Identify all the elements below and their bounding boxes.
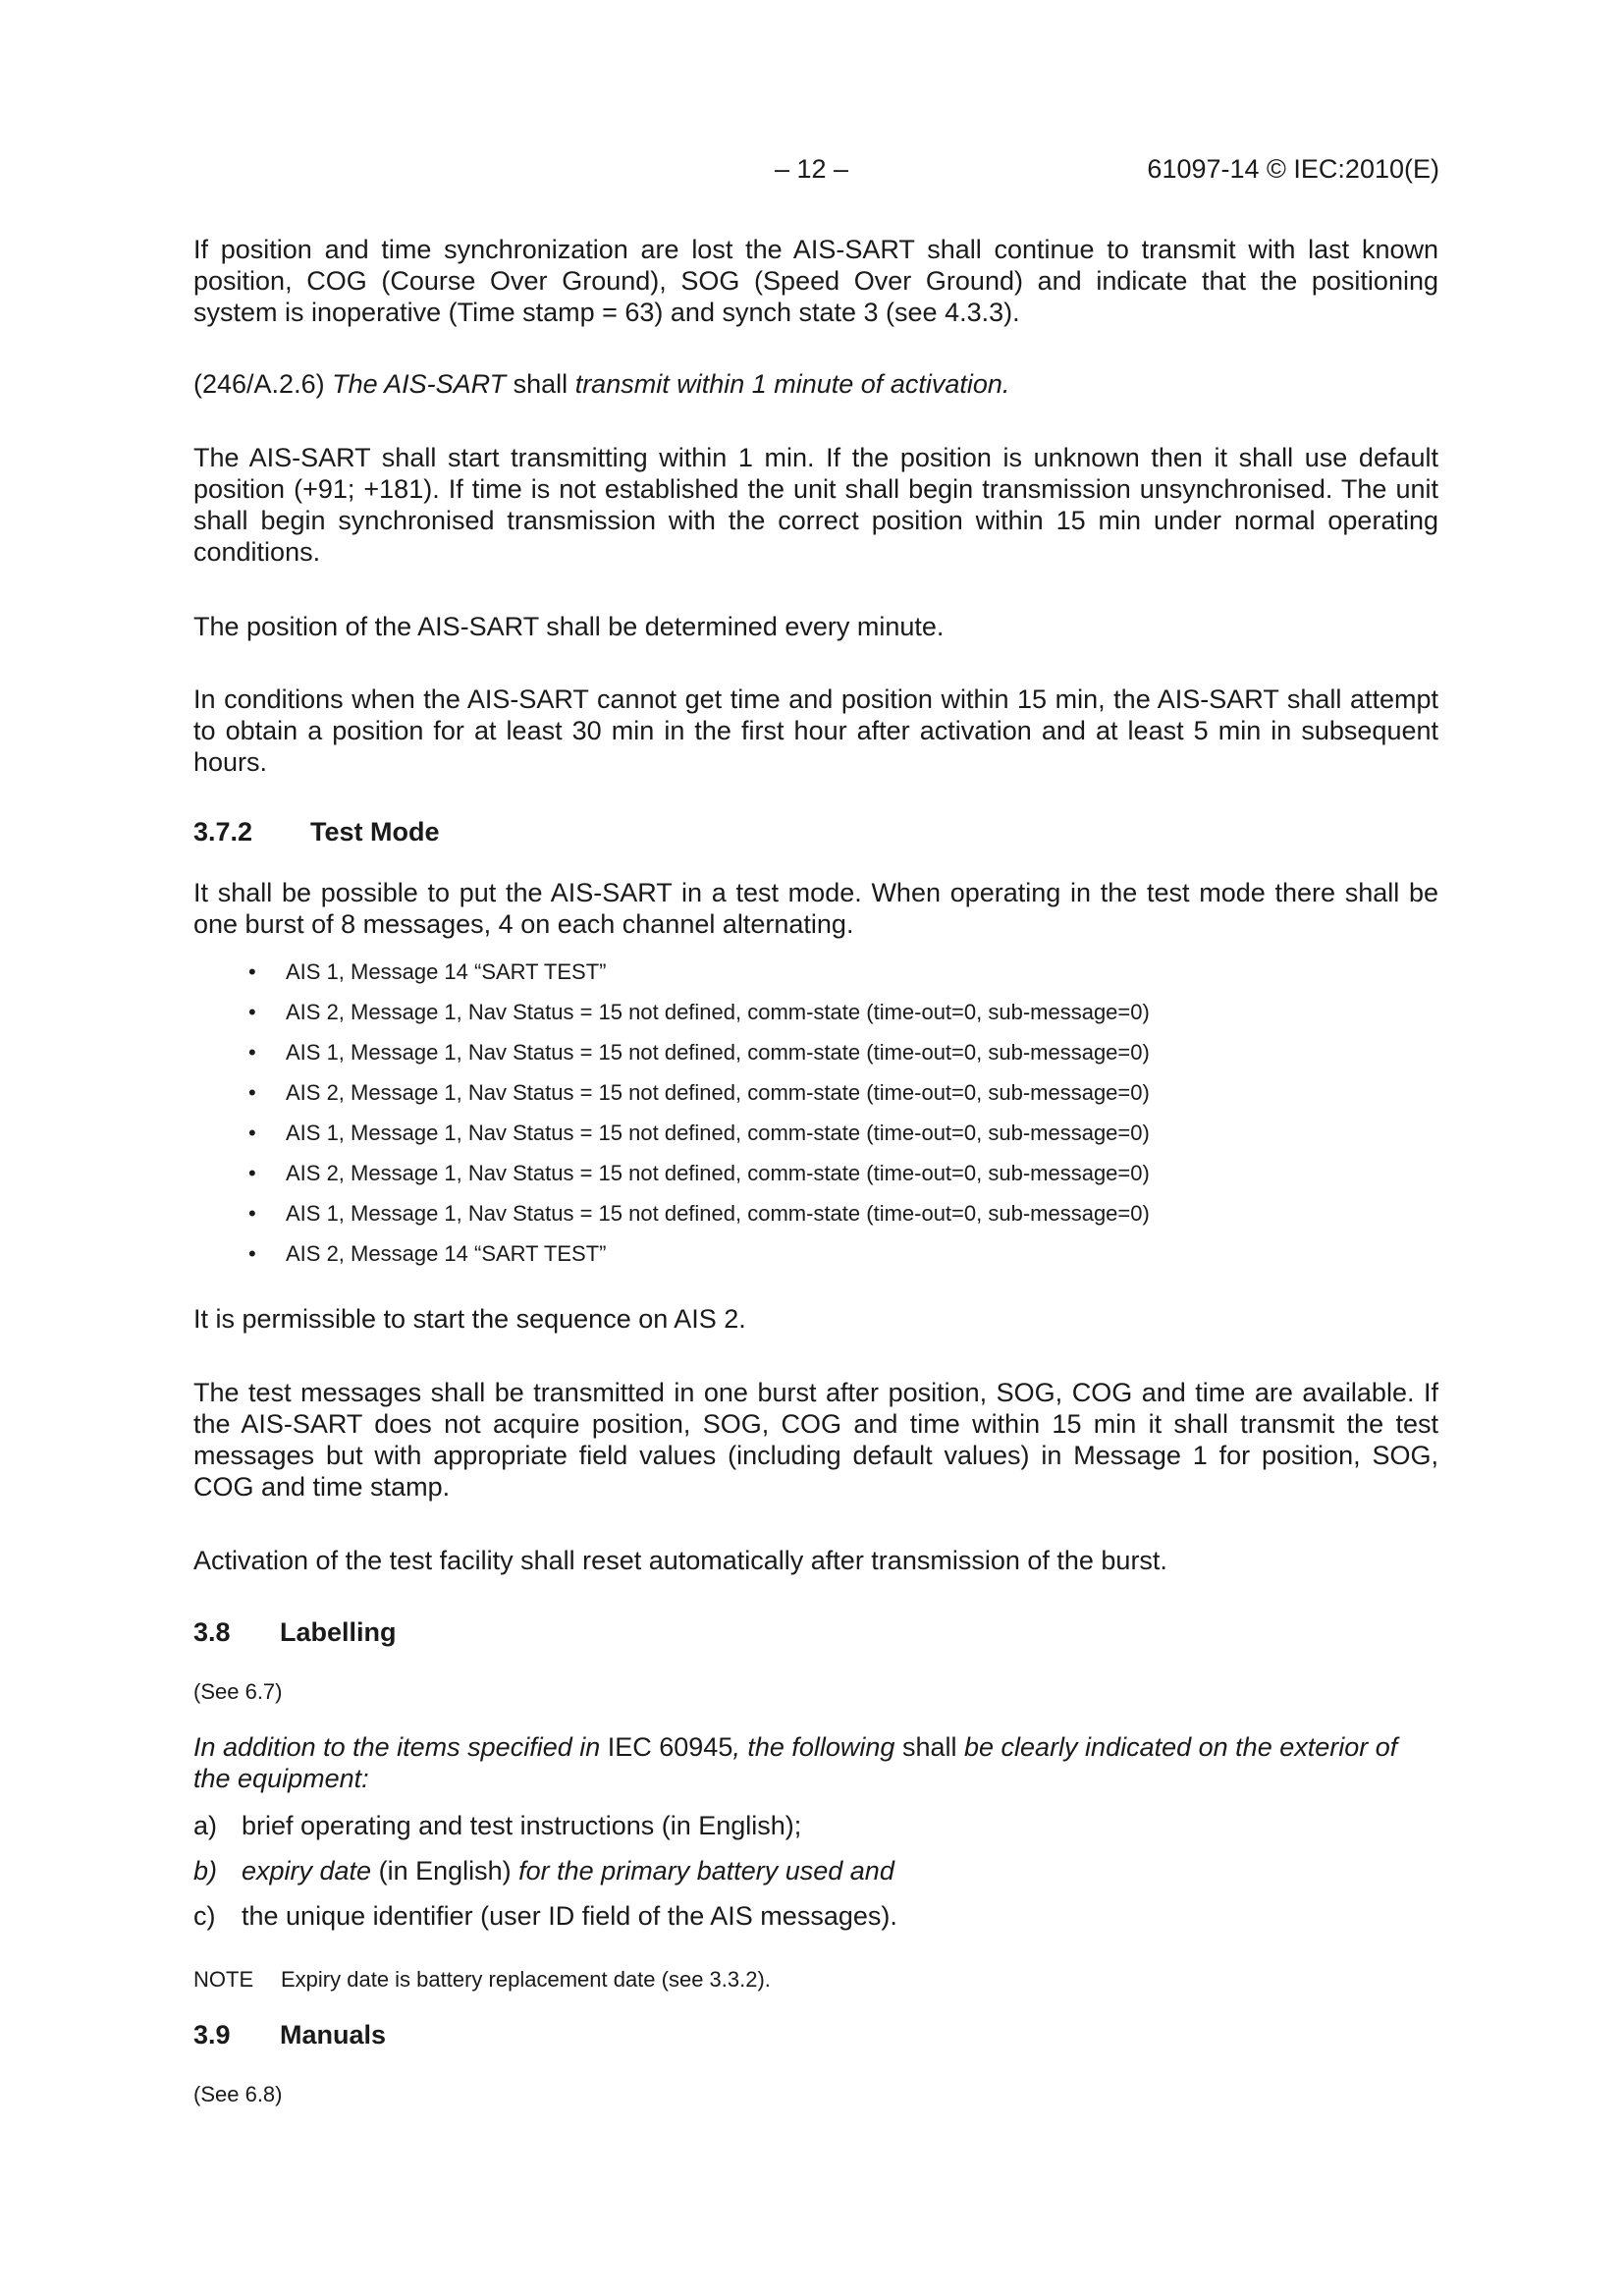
- section-heading-3-8: [193, 1617, 397, 1648]
- bullet-icon: •: [248, 959, 256, 984]
- list-item-text: AIS 1, Message 1, Nav Status = 15 not defined, comm-state (time-out=0, sub-message=0): [286, 1121, 1150, 1145]
- list-marker: b): [193, 1856, 218, 1886]
- see-reference: (See 6.8): [193, 2082, 283, 2106]
- section-title: Manuals: [280, 2020, 387, 2050]
- test-message-list: [193, 958, 1438, 1281]
- note-text: Expiry date is battery replacement date (see 3.3.2).: [281, 1967, 771, 1992]
- list-item-a: [193, 1810, 1438, 1855]
- bullet-icon: •: [248, 1201, 256, 1226]
- list-italic-1: expiry date: [242, 1856, 372, 1886]
- requirement-italic-2: transmit within 1 minute of activation.: [574, 369, 1010, 399]
- list-item-c: [193, 1900, 1438, 1945]
- note-label: NOTE: [193, 1967, 254, 1992]
- list-item: [193, 958, 1438, 999]
- paragraph-activation-reset: Activation of the test facility shall reset automatically after transmission of the burst.: [193, 1546, 1167, 1575]
- labelling-italic-1: In addition to the items specified in: [193, 1732, 601, 1762]
- paragraph-position-determined: The position of the AIS-SART shall be determined every minute.: [193, 612, 945, 641]
- paragraph-test-mode: It shall be possible to put the AIS-SART in a test mode. When operating in the test mode there shall be one burst of 8 messages, 4 on each channel alternating.: [193, 878, 1438, 939]
- paragraph-sync-lost: If position and time synchronization are lost the AIS-SART shall continue to transmit with last known position, COG (Course Over Ground), SOG (Speed Over Ground) and indicate that the positioning system is inoperative (Time stamp = 63) and synch state 3 (see 4.3.3).: [193, 235, 1438, 327]
- bullet-icon: •: [248, 1241, 256, 1266]
- list-item: [193, 1039, 1438, 1079]
- requirement-text-1: shall: [506, 369, 575, 399]
- paragraph-labelling: [193, 1731, 1438, 1794]
- section-title: Test Mode: [310, 817, 440, 847]
- labelling-italic-2: , the following: [732, 1732, 895, 1762]
- document-reference: 61097-14 © IEC:2010(E): [1147, 154, 1439, 184]
- paragraph-test-messages: The test messages shall be transmitted in one burst after position, SOG, COG and time are available. If the AIS-SART does not acquire position, SOG, COG and time within 15 min it shall transmit the test messages but with appropriate field values (including default values) in Message 1 for position, SOG, COG and time stamp.: [193, 1378, 1438, 1502]
- requirement-ref: (246/A.2.6): [193, 369, 333, 399]
- paragraph-conditions: In conditions when the AIS-SART cannot get time and position within 15 min, the AIS-SART shall attempt to obtain a position for at least 30 min in the first hour after activation and at least 5 min in subsequent hours.: [193, 684, 1438, 777]
- note: [193, 1967, 771, 1993]
- labelling-text-1: IEC 60945: [600, 1732, 733, 1762]
- bullet-icon: •: [248, 1000, 256, 1024]
- list-item-text: AIS 1, Message 14 “SART TEST”: [286, 959, 607, 984]
- section-title: Labelling: [280, 1617, 397, 1647]
- list-item: [193, 1120, 1438, 1160]
- list-text: the unique identifier (user ID field of the AIS messages).: [242, 1901, 897, 1931]
- labelling-list: [193, 1810, 1438, 1945]
- paragraph-start-transmitting: The AIS-SART shall start transmitting within 1 min. If the position is unknown then it shall use default position (+91; +181). If time is not established the unit shall begin transmission unsynchronised. The unit shall begin synchronised transmission with the correct position within 15 min under normal operating conditions.: [193, 443, 1438, 567]
- list-item: [193, 1200, 1438, 1240]
- section-number: 3.8: [193, 1617, 231, 1647]
- section-number: 3.7.2: [193, 817, 253, 847]
- list-item-b: [193, 1855, 1438, 1900]
- list-item: [193, 1079, 1438, 1120]
- list-item: [193, 1240, 1438, 1281]
- list-text: (in English): [371, 1856, 519, 1886]
- list-item-text: AIS 2, Message 1, Nav Status = 15 not defined, comm-state (time-out=0, sub-message=0): [286, 1161, 1150, 1185]
- labelling-text-2: shall: [894, 1732, 964, 1762]
- requirement-italic-1: The AIS-SART: [332, 369, 507, 399]
- list-item: [193, 1160, 1438, 1200]
- list-item-text: AIS 2, Message 14 “SART TEST”: [286, 1241, 607, 1266]
- section-heading-3-9: [193, 2020, 386, 2050]
- list-marker: a): [193, 1811, 218, 1840]
- section-number: 3.9: [193, 2020, 231, 2050]
- list-marker: c): [193, 1901, 216, 1931]
- bullet-icon: •: [248, 1121, 256, 1145]
- page-number: – 12 –: [774, 154, 849, 184]
- list-item-text: AIS 2, Message 1, Nav Status = 15 not defined, comm-state (time-out=0, sub-message=0): [286, 1080, 1150, 1105]
- requirement-246-a-2-6: [193, 368, 1438, 400]
- list-text: brief operating and test instructions (in English);: [242, 1811, 802, 1840]
- list-item-text: AIS 2, Message 1, Nav Status = 15 not defined, comm-state (time-out=0, sub-message=0): [286, 1000, 1150, 1024]
- section-heading-3-7-2: [193, 817, 440, 847]
- list-italic-2: for the primary battery used and: [518, 1856, 894, 1886]
- labelling-italic-3: be clearly indicated on the exterior of the equipment:: [193, 1732, 1398, 1793]
- bullet-icon: •: [248, 1161, 256, 1185]
- list-item-text: AIS 1, Message 1, Nav Status = 15 not defined, comm-state (time-out=0, sub-message=0): [286, 1201, 1150, 1226]
- list-item: [193, 999, 1438, 1039]
- bullet-icon: •: [248, 1080, 256, 1105]
- bullet-icon: •: [248, 1040, 256, 1065]
- list-item-text: AIS 1, Message 1, Nav Status = 15 not defined, comm-state (time-out=0, sub-message=0): [286, 1040, 1150, 1065]
- see-reference: (See 6.7): [193, 1679, 283, 1704]
- paragraph-permissible: It is permissible to start the sequence on AIS 2.: [193, 1304, 746, 1334]
